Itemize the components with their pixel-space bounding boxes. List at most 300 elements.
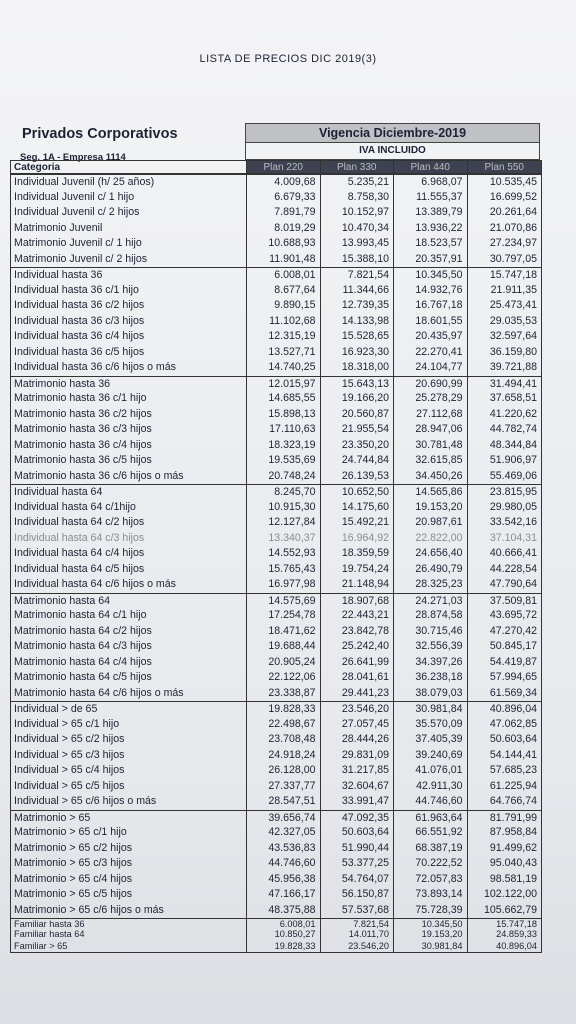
price-cell: 18.359,59 <box>321 546 395 562</box>
table-row <box>11 810 541 826</box>
price-cell: 24.744,84 <box>321 453 395 469</box>
table-row <box>11 407 541 423</box>
table-row <box>11 639 541 655</box>
category-cell: Matrimonio hasta 36 c/1 hijo <box>11 391 247 407</box>
price-cell: 15.643,13 <box>321 377 395 392</box>
price-cell: 40.666,41 <box>489 547 537 559</box>
table-row <box>11 298 541 314</box>
table-row <box>11 686 541 702</box>
price-cell: 72.057,83 <box>394 872 468 888</box>
price-cell: 23.842,78 <box>321 624 395 640</box>
table-row <box>11 763 541 779</box>
price-cell: 15.528,65 <box>321 329 395 345</box>
table-row <box>11 562 541 578</box>
price-cell: 10.152,97 <box>321 205 395 221</box>
table-row <box>11 903 541 919</box>
price-cell: 31.494,41 <box>489 377 537 390</box>
price-cell: 23.338,87 <box>247 686 321 702</box>
category-cell: Matrimonio > 65 c/5 hijos <box>11 887 247 903</box>
price-cell: 36.159,80 <box>489 345 537 358</box>
price-cell: 24.271,03 <box>394 594 468 609</box>
category-cell: Individual > de 65 <box>11 702 247 717</box>
price-cell: 16.923,30 <box>321 345 395 361</box>
price-cell: 21.070,86 <box>489 221 537 234</box>
price-cell: 13.389,79 <box>394 205 468 221</box>
price-cell: 23.350,20 <box>321 438 395 454</box>
category-cell: Individual hasta 64 c/1hijo <box>11 500 247 516</box>
price-cell: 21.955,54 <box>321 422 395 438</box>
price-cell: 35.570,09 <box>394 717 468 733</box>
table-row <box>11 469 541 485</box>
price-cell: 10.850,27 <box>247 929 321 940</box>
price-cell: 75.728,39 <box>394 903 468 919</box>
price-cell: 11.901,48 <box>247 252 321 268</box>
category-cell: Individual hasta 36 <box>11 268 247 283</box>
price-cell: 36.238,18 <box>394 670 468 686</box>
price-cell: 27.234,97 <box>489 237 537 249</box>
table-row <box>11 918 541 929</box>
price-cell: 22.822,00 <box>394 531 468 547</box>
price-cell: 20.748,24 <box>247 469 321 485</box>
table-row <box>11 453 541 469</box>
table-row <box>11 267 541 283</box>
table-row <box>11 376 541 392</box>
table-row <box>11 624 541 640</box>
price-cell: 8.758,30 <box>321 190 395 206</box>
price-cell: 20.357,91 <box>394 252 468 268</box>
price-cell: 87.958,84 <box>489 826 537 838</box>
category-cell: Matrimonio > 65 c/4 hijos <box>11 872 247 888</box>
price-cell: 24.859,33 <box>496 929 537 940</box>
category-cell: Matrimonio hasta 64 c/3 hijos <box>11 639 247 655</box>
price-cell: 37.658,51 <box>489 392 537 404</box>
price-cell: 23.708,48 <box>247 732 321 748</box>
price-cell: 33.991,47 <box>321 794 395 810</box>
price-cell: 16.977,98 <box>247 577 321 593</box>
price-cell: 5.235,21 <box>321 175 395 190</box>
price-cell: 20.435,97 <box>394 329 468 345</box>
category-cell: Individual hasta 36 c/6 hijos o más <box>11 360 247 376</box>
price-cell: 102.122,00 <box>483 888 537 900</box>
category-cell: Matrimonio > 65 c/1 hijo <box>11 825 247 841</box>
category-cell: Matrimonio > 65 c/6 hijos o más <box>11 903 247 919</box>
price-cell: 14.011,70 <box>321 929 395 940</box>
price-cell: 19.688,44 <box>247 639 321 655</box>
category-cell: Matrimonio hasta 64 c/5 hijos <box>11 670 247 686</box>
price-cell: 66.551,92 <box>394 825 468 841</box>
price-cell: 19.828,33 <box>247 702 321 717</box>
table-row <box>11 283 541 299</box>
price-cell: 20.987,61 <box>394 515 468 531</box>
price-cell: 44.782,74 <box>489 423 537 435</box>
price-cell: 48.344,84 <box>489 438 537 451</box>
table-row <box>11 748 541 764</box>
price-cell: 54.419,87 <box>489 655 537 668</box>
table-row <box>11 515 541 531</box>
price-cell: 34.397,26 <box>394 655 468 671</box>
price-cell: 61.569,34 <box>489 686 537 699</box>
price-cell: 42.327,05 <box>247 825 321 841</box>
price-cell: 12.127,84 <box>247 515 321 531</box>
price-cell: 39.656,74 <box>247 811 321 826</box>
price-cell: 57.537,68 <box>321 903 395 919</box>
price-cell: 47.062,85 <box>489 717 537 730</box>
price-cell: 39.721,88 <box>489 361 537 373</box>
price-cell: 43.536,83 <box>247 841 321 857</box>
table-row <box>11 438 541 454</box>
price-cell: 32.556,39 <box>394 639 468 655</box>
table-row <box>11 841 541 857</box>
table-row <box>11 856 541 872</box>
category-cell: Matrimonio Juvenil <box>11 221 247 237</box>
table-row <box>11 422 541 438</box>
price-cell: 68.387,19 <box>394 841 468 857</box>
price-cell: 22.122,06 <box>247 670 321 686</box>
price-cell: 29.831,09 <box>321 748 395 764</box>
category-cell: Matrimonio hasta 36 c/6 hijos o más <box>11 469 247 485</box>
price-cell: 41.220,62 <box>489 407 537 420</box>
price-cell: 54.764,07 <box>321 872 395 888</box>
table-row <box>11 779 541 795</box>
table-row <box>11 252 541 268</box>
price-cell: 13.936,22 <box>394 221 468 237</box>
price-cell: 17.254,78 <box>247 608 321 624</box>
price-cell: 19.153,20 <box>394 500 468 516</box>
price-cell: 12.015,97 <box>247 377 321 392</box>
price-cell: 30.981,84 <box>394 702 468 717</box>
category-cell: Matrimonio hasta 36 <box>11 377 247 392</box>
table-row <box>11 887 541 903</box>
price-cell: 18.907,68 <box>321 594 395 609</box>
price-cell: 22.498,67 <box>247 717 321 733</box>
price-cell: 11.555,37 <box>394 190 468 206</box>
price-cell: 20.560,87 <box>321 407 395 423</box>
table-row <box>11 593 541 609</box>
price-cell: 14.575,69 <box>247 594 321 609</box>
price-cell: 61.963,64 <box>394 811 468 826</box>
price-cell: 19.754,24 <box>321 562 395 578</box>
header-plan-440: Plan 440 <box>394 160 468 174</box>
price-cell: 22.443,21 <box>321 608 395 624</box>
price-cell: 9.890,15 <box>247 298 321 314</box>
price-cell: 32.604,67 <box>321 779 395 795</box>
category-cell: Familiar > 65 <box>11 941 247 952</box>
price-cell: 64.766,74 <box>489 795 537 807</box>
price-cell: 57.685,23 <box>489 764 537 776</box>
category-cell: Matrimonio hasta 36 c/2 hijos <box>11 407 247 423</box>
price-cell: 26.641,99 <box>321 655 395 671</box>
price-cell: 20.905,24 <box>247 655 321 671</box>
price-cell: 13.527,71 <box>247 345 321 361</box>
category-cell: Individual hasta 64 c/6 hijos o más <box>11 577 247 593</box>
validity-header: Vigencia Diciembre-2019 <box>245 123 540 143</box>
table-header <box>11 160 541 174</box>
price-cell: 6.679,33 <box>247 190 321 206</box>
category-cell: Matrimonio Juvenil c/ 1 hijo <box>11 236 247 252</box>
price-cell: 47.270,42 <box>489 624 537 637</box>
price-cell: 21.148,94 <box>321 577 395 593</box>
category-cell: Matrimonio > 65 <box>11 811 247 826</box>
price-cell: 22.270,41 <box>394 345 468 361</box>
price-cell: 25.473,41 <box>489 299 537 311</box>
table-row <box>11 929 541 940</box>
table-row <box>11 701 541 717</box>
table-row <box>11 670 541 686</box>
table-row <box>11 236 541 252</box>
price-cell: 10.345,50 <box>394 919 468 929</box>
table-row <box>11 941 541 952</box>
price-cell: 50.603,64 <box>489 733 537 745</box>
price-cell: 19.535,69 <box>247 453 321 469</box>
category-cell: Individual hasta 36 c/4 hijos <box>11 329 247 345</box>
category-cell: Individual hasta 36 c/3 hijos <box>11 314 247 330</box>
price-cell: 37.509,81 <box>489 594 537 607</box>
price-cell: 61.225,94 <box>489 779 537 792</box>
price-cell: 19.166,20 <box>321 391 395 407</box>
price-cell: 13.993,45 <box>321 236 395 252</box>
header-plan-550: Plan 550 <box>468 160 542 174</box>
category-cell: Individual hasta 36 c/2 hijos <box>11 298 247 314</box>
price-cell: 29.980,05 <box>489 500 537 513</box>
price-cell: 47.166,17 <box>247 887 321 903</box>
category-cell: Matrimonio hasta 64 c/4 hijos <box>11 655 247 671</box>
price-cell: 25.242,40 <box>321 639 395 655</box>
price-cell: 18.323,19 <box>247 438 321 454</box>
org-title: Privados Corporativos <box>22 126 178 142</box>
category-cell: Individual > 65 c/2 hijos <box>11 732 247 748</box>
price-cell: 30.781,48 <box>394 438 468 454</box>
table-row <box>11 872 541 888</box>
price-cell: 28.325,23 <box>394 577 468 593</box>
price-cell: 6.968,07 <box>394 175 468 190</box>
category-cell: Matrimonio > 65 c/3 hijos <box>11 856 247 872</box>
category-cell: Familiar hasta 36 <box>11 919 247 929</box>
table-row <box>11 221 541 237</box>
category-cell: Individual hasta 64 c/3 hijos <box>11 531 247 547</box>
price-cell: 53.377,25 <box>321 856 395 872</box>
category-cell: Individual > 65 c/5 hijos <box>11 779 247 795</box>
category-cell: Matrimonio hasta 64 <box>11 594 247 609</box>
price-cell: 20.690,99 <box>394 377 468 392</box>
category-cell: Individual hasta 64 <box>11 485 247 500</box>
price-cell: 28.547,51 <box>247 794 321 810</box>
price-cell: 11.344,66 <box>321 283 395 299</box>
price-cell: 17.110,63 <box>247 422 321 438</box>
table-row <box>11 794 541 810</box>
table-row <box>11 732 541 748</box>
price-cell: 57.994,65 <box>489 671 537 683</box>
table-row <box>11 391 541 407</box>
price-cell: 47.092,35 <box>321 811 395 826</box>
price-cell: 50.603,64 <box>321 825 395 841</box>
table-row <box>11 360 541 376</box>
price-cell: 26.490,79 <box>394 562 468 578</box>
table-row <box>11 205 541 221</box>
category-cell: Matrimonio Juvenil c/ 2 hijos <box>11 252 247 268</box>
price-cell: 56.150,87 <box>321 887 395 903</box>
price-table <box>10 160 542 953</box>
price-cell: 8.677,64 <box>247 283 321 299</box>
table-row <box>11 484 541 500</box>
price-cell: 30.715,46 <box>394 624 468 640</box>
price-cell: 37.405,39 <box>394 732 468 748</box>
header-category: Categoria <box>11 160 247 174</box>
price-cell: 21.911,35 <box>490 283 537 296</box>
price-cell: 28.874,58 <box>394 608 468 624</box>
price-cell: 10.688,93 <box>247 236 321 252</box>
price-cell: 13.340,37 <box>247 531 321 547</box>
price-cell: 16.964,92 <box>321 531 395 547</box>
price-cell: 34.450,26 <box>394 469 468 485</box>
price-cell: 12.315,19 <box>247 329 321 345</box>
category-cell: Individual hasta 64 c/5 hijos <box>11 562 247 578</box>
price-cell: 10.345,50 <box>394 268 468 283</box>
price-cell: 7.821,54 <box>321 919 395 929</box>
table-row <box>11 608 541 624</box>
price-cell: 42.911,30 <box>394 779 468 795</box>
category-cell: Individual > 65 c/6 hijos o más <box>11 794 247 810</box>
price-cell: 8.245,70 <box>247 485 321 500</box>
category-cell: Individual Juvenil c/ 2 hijos <box>11 205 247 221</box>
price-cell: 6.008,01 <box>247 919 321 929</box>
price-cell: 40.896,04 <box>489 703 537 715</box>
table-row <box>11 345 541 361</box>
price-cell: 45.956,38 <box>247 872 321 888</box>
price-cell: 18.523,57 <box>394 236 468 252</box>
price-cell: 15.765,43 <box>247 562 321 578</box>
price-cell: 98.581,19 <box>489 872 537 885</box>
price-cell: 16.767,18 <box>394 298 468 314</box>
price-cell: 24.104,77 <box>394 360 468 376</box>
category-cell: Matrimonio hasta 36 c/5 hijos <box>11 453 247 469</box>
price-cell: 14.740,25 <box>247 360 321 376</box>
price-cell: 19.828,33 <box>247 941 321 952</box>
category-cell: Matrimonio > 65 c/2 hijos <box>11 841 247 857</box>
price-cell: 18.471,62 <box>247 624 321 640</box>
header-plan-220: Plan 220 <box>247 160 321 174</box>
price-cell: 23.546,20 <box>321 702 395 717</box>
category-cell: Individual hasta 36 c/1 hijo <box>11 283 247 299</box>
price-cell: 15.747,18 <box>496 919 537 929</box>
price-cell: 10.915,30 <box>247 500 321 516</box>
category-cell: Matrimonio hasta 36 c/3 hijos <box>11 422 247 438</box>
price-cell: 14.133,98 <box>321 314 395 330</box>
table-row <box>11 190 541 206</box>
price-cell: 30.981,84 <box>394 941 468 952</box>
table-row <box>11 314 541 330</box>
price-cell: 51.906,97 <box>489 454 537 466</box>
price-cell: 32.597,64 <box>489 330 537 342</box>
price-cell: 51.990,44 <box>321 841 395 857</box>
price-cell: 18.318,00 <box>321 360 395 376</box>
price-cell: 41.076,01 <box>394 763 468 779</box>
price-cell: 91.499,62 <box>489 841 537 854</box>
price-cell: 44.228,54 <box>489 562 537 575</box>
price-cell: 14.932,76 <box>394 283 468 299</box>
category-cell: Individual > 65 c/1 hijo <box>11 717 247 733</box>
price-cell: 105.662,79 <box>483 903 537 916</box>
price-cell: 15.898,13 <box>247 407 321 423</box>
document-title: LISTA DE PRECIOS DIC 2019(3) <box>199 53 377 65</box>
table-row <box>11 577 541 593</box>
price-cell: 30.797,05 <box>489 252 537 265</box>
price-cell: 27.057,45 <box>321 717 395 733</box>
price-cell: 16.699,52 <box>489 190 537 203</box>
category-cell: Matrimonio hasta 36 c/4 hijos <box>11 438 247 454</box>
price-cell: 55.469,06 <box>489 469 537 482</box>
price-cell: 26.128,00 <box>247 763 321 779</box>
price-cell: 40.896,04 <box>496 940 537 951</box>
table-row <box>11 500 541 516</box>
price-cell: 95.040,43 <box>489 857 537 869</box>
price-cell: 25.278,29 <box>394 391 468 407</box>
price-cell: 37.104,31 <box>489 531 537 544</box>
price-cell: 14.175,60 <box>321 500 395 516</box>
category-cell: Familiar hasta 64 <box>11 929 247 940</box>
price-cell: 28.947,06 <box>394 422 468 438</box>
org-subtitle: Seg. 1A - Empresa 1114 <box>20 152 126 163</box>
price-cell: 23.546,20 <box>321 941 395 952</box>
price-cell: 54.144,41 <box>489 748 537 761</box>
price-cell: 73.893,14 <box>394 887 468 903</box>
price-cell: 7.821,54 <box>321 268 395 283</box>
category-cell: Matrimonio hasta 64 c/6 hijos o más <box>11 686 247 702</box>
price-cell: 32.615,85 <box>394 453 468 469</box>
tax-note: IVA INCLUIDO <box>245 143 540 160</box>
price-cell: 24.656,40 <box>394 546 468 562</box>
price-cell: 7.891,79 <box>247 205 321 221</box>
category-cell: Individual > 65 c/4 hijos <box>11 763 247 779</box>
category-cell: Individual Juvenil c/ 1 hijo <box>11 190 247 206</box>
price-cell: 44.746,60 <box>394 794 468 810</box>
price-cell: 29.441,23 <box>321 686 395 702</box>
table-row <box>11 717 541 733</box>
price-cell: 23.815,95 <box>489 486 537 498</box>
category-cell: Matrimonio hasta 64 c/1 hijo <box>11 608 247 624</box>
price-cell: 47.790,64 <box>489 578 537 590</box>
price-cell: 10.652,50 <box>321 485 395 500</box>
price-cell: 20.261,64 <box>489 206 537 218</box>
price-cell: 29.035,53 <box>489 314 537 327</box>
price-cell: 26.139,53 <box>321 469 395 485</box>
table-row <box>11 531 541 547</box>
price-cell: 10.535,45 <box>489 176 537 188</box>
price-cell: 81.791,99 <box>489 811 537 824</box>
category-cell: Individual > 65 c/3 hijos <box>11 748 247 764</box>
table-row <box>11 546 541 562</box>
price-cell: 27.112,68 <box>394 407 468 423</box>
price-cell: 50.845,17 <box>489 640 537 652</box>
price-cell: 43.695,72 <box>489 609 537 621</box>
price-cell: 27.337,77 <box>247 779 321 795</box>
category-cell: Individual Juvenil (h/ 25 años) <box>11 175 247 190</box>
price-cell: 44.746,60 <box>247 856 321 872</box>
price-cell: 19.153,20 <box>394 929 468 940</box>
price-cell: 6.008,01 <box>247 268 321 283</box>
price-cell: 11.102,68 <box>247 314 321 330</box>
price-cell: 4.009,68 <box>247 175 321 190</box>
category-cell: Individual hasta 64 c/4 hijos <box>11 546 247 562</box>
price-cell: 15.747,18 <box>489 269 537 281</box>
price-cell: 39.240,69 <box>394 748 468 764</box>
price-cell: 15.492,21 <box>321 515 395 531</box>
price-cell: 15.388,10 <box>321 252 395 268</box>
table-row <box>11 655 541 671</box>
header-plan-330: Plan 330 <box>321 160 395 174</box>
table-row <box>11 825 541 841</box>
table-row <box>11 174 541 190</box>
price-cell: 14.552,93 <box>247 546 321 562</box>
